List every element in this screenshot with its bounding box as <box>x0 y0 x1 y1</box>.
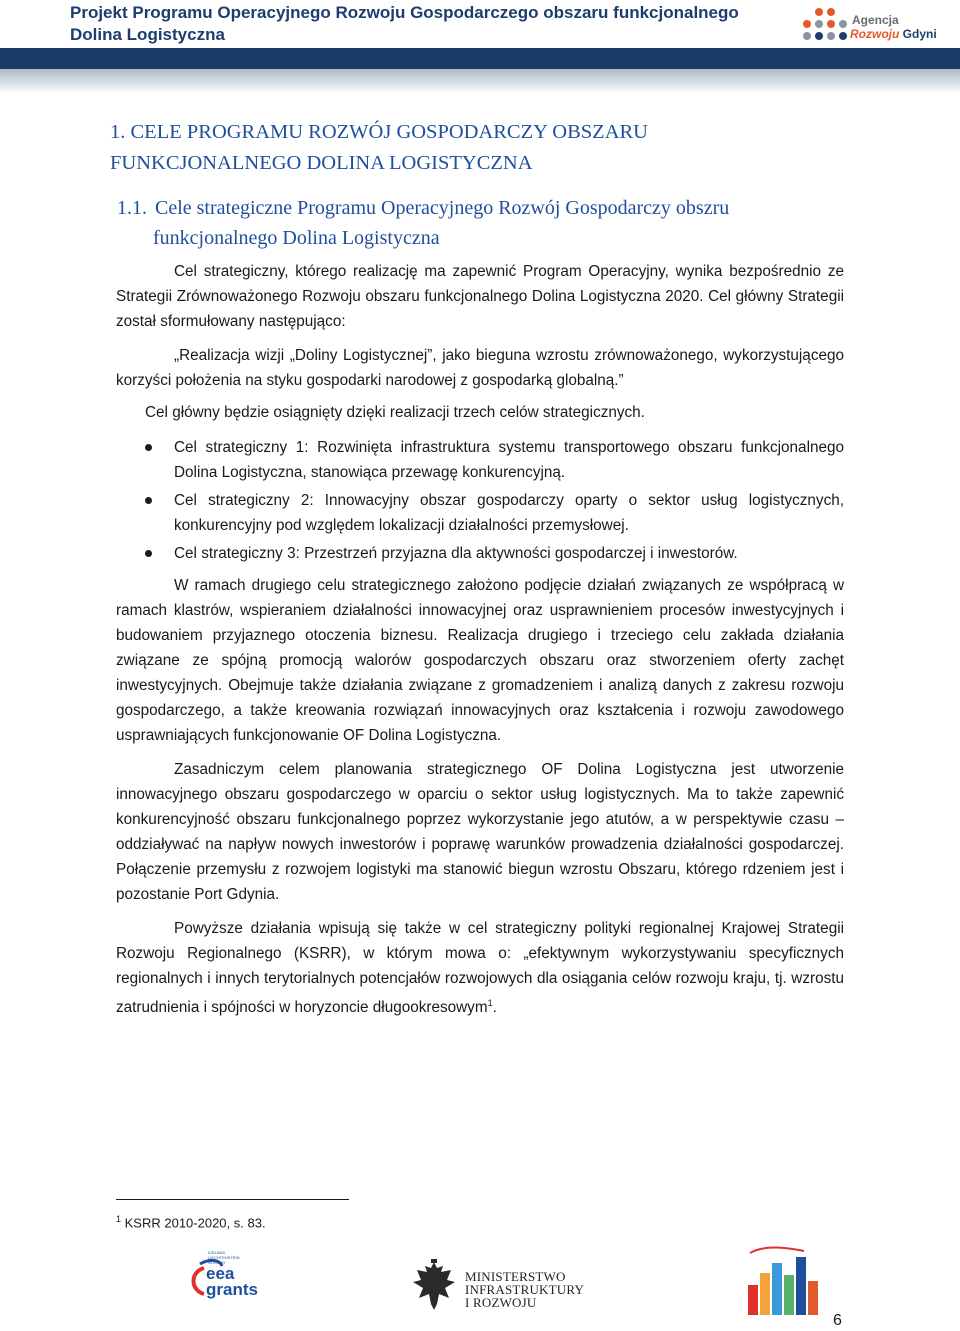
page-header <box>0 0 960 50</box>
header-bar <box>0 48 960 69</box>
header-gradient <box>0 69 960 91</box>
agency-name-line1: Agencja <box>852 13 899 27</box>
header-title: Projekt Programu Operacyjnego Rozwoju Gospodarczego obszaru funkcjonalnego Dolina Logistyczna <box>70 3 739 44</box>
city-buildings-logo <box>744 1245 824 1325</box>
eea-grants-text: eea grants <box>206 1264 258 1299</box>
ministry-logo <box>411 1258 457 1321</box>
intro-paragraph: Cel strategiczny, którego realizację ma zapewnić Program Operacyjny, wynika bezpośrednio ze Strategii Zrównoważonego Rozwoju obszaru funkcjonalnego Dolina Logistyczna 2020. Cel główny Strategii został sformułowany następująco: <box>116 263 844 330</box>
paragraph-3: Zasadniczym celem planowania strategicznego OF Dolina Logistyczna jest utworzenie innowacyjnego obszaru gospodarczego w oparciu o sektor usług logistycznych. Ma to także zapewnić konkurencyjność obszaru funkcjonalnego poprzez wykorzystanie jego atutów, a w perspektywie czasu – oddziaływać na napływ nowych inwestorów i poprawę warunków prowadzenia działalności gospodarczej. Połączenie przemysłu z rozwojem logistyki ma stanowić biegun wzrostu Obszaru, którego rdzeniem jest i pozostanie Port Gdynia. <box>116 761 844 903</box>
list-item: Cel strategiczny 3: Przestrzeń przyjazna dla aktywności gospodarczej i inwestorów. <box>116 541 844 566</box>
footnote: $^1$ KSRR 2010-2020, s. 83. <box>116 1214 266 1231</box>
list-item: Cel strategiczny 2: Innowacyjny obszar gospodarczy oparty o sektor usług logistycznych, konkurencyjny pod względem lokalizacji działalności przemysłowej. <box>116 488 844 538</box>
footnote-ref[interactable]: 1 <box>487 998 493 1008</box>
section-heading <box>117 193 847 253</box>
section-heading-line1: Cele strategiczne Programu Operacyjnego Rozwój Gospodarczy obszru <box>155 197 730 219</box>
buildings-icon <box>744 1245 824 1320</box>
main-goal-quote: „Realizacja wizji „Doliny Logistycznej”, jako bieguna wzrostu zrównoważonego, wykorzystującego korzyści położenia na styku gospodarki narodowej z gospodarką globalną.” <box>116 347 844 389</box>
section-number: 1.1. <box>117 197 147 219</box>
agency-name-line2: Rozwoju Gdyni <box>850 27 937 41</box>
main-goal-sentence: Cel główny będzie osiągnięty dzięki realizacji trzech celów strategicznych. <box>145 404 645 421</box>
section-heading-line2: funkcjonalnego Dolina Logistyczna <box>153 227 440 249</box>
footnote-divider <box>116 1199 349 1200</box>
chapter-heading: 1. CELE PROGRAMU ROZWÓJ GOSPODARCZY OBSZARU FUNKCJONALNEGO DOLINA LOGISTYCZNA <box>110 121 648 174</box>
eagle-emblem-icon <box>411 1258 457 1316</box>
strategic-goals-list <box>116 435 844 569</box>
ministry-name: MINISTERSTWO INFRASTRUKTURY I ROZWOJU <box>465 1269 585 1310</box>
paragraph-4: Powyższe działania wpisują się także w cel strategiczny polityki regionalnej Krajowej Strategii Rozwoju Regionalnego (KSRR), w którym mowa o: „efektywnym wykorzystywaniu specyficznych regionalnych i innych terytorialnych potencjałów rozwojowych dla osiągania celów rozwoju kraju, tj. wzrostu zatrudnienia i spójności w horyzoncie długookresowym$^1$. <box>116 920 844 1017</box>
page-number: 6 <box>833 1312 842 1329</box>
list-item: Cel strategiczny 1: Rozwinięta infrastruktura systemu transportowego obszaru funkcjonalnego Dolina Logistyczna, stanowiąca przewagę konkurencyjną. <box>116 435 844 485</box>
eea-grants-logo: ICELAND LIECHTENSTEIN NORWAY <box>186 1250 266 1300</box>
paragraph-2: W ramach drugiego celu strategicznego założono podjęcie działań związanych ze współpracą w ramach klastrów, wspieraniem działalności innowacyjnej oraz usprawnieniem procesów inwestycyjnych i budowaniem przyjaznego otoczenia biznesu. Realizacja drugiego i trzeciego celu zakłada działania związane ze spójną promocją walorów gospodarczych obszaru oraz stworzeniem oferty zachęt inwestycyjnych. Obejmuje także działania związane z gromadzeniem i analizą danych z zakresu rozwoju gospodarczego, a także kreowania rozwiązań innowacyjnych oraz kształcenia i rozwoju zawodowego usprawniających funkcjonowanie OF Dolina Logistyczna. <box>116 577 844 744</box>
